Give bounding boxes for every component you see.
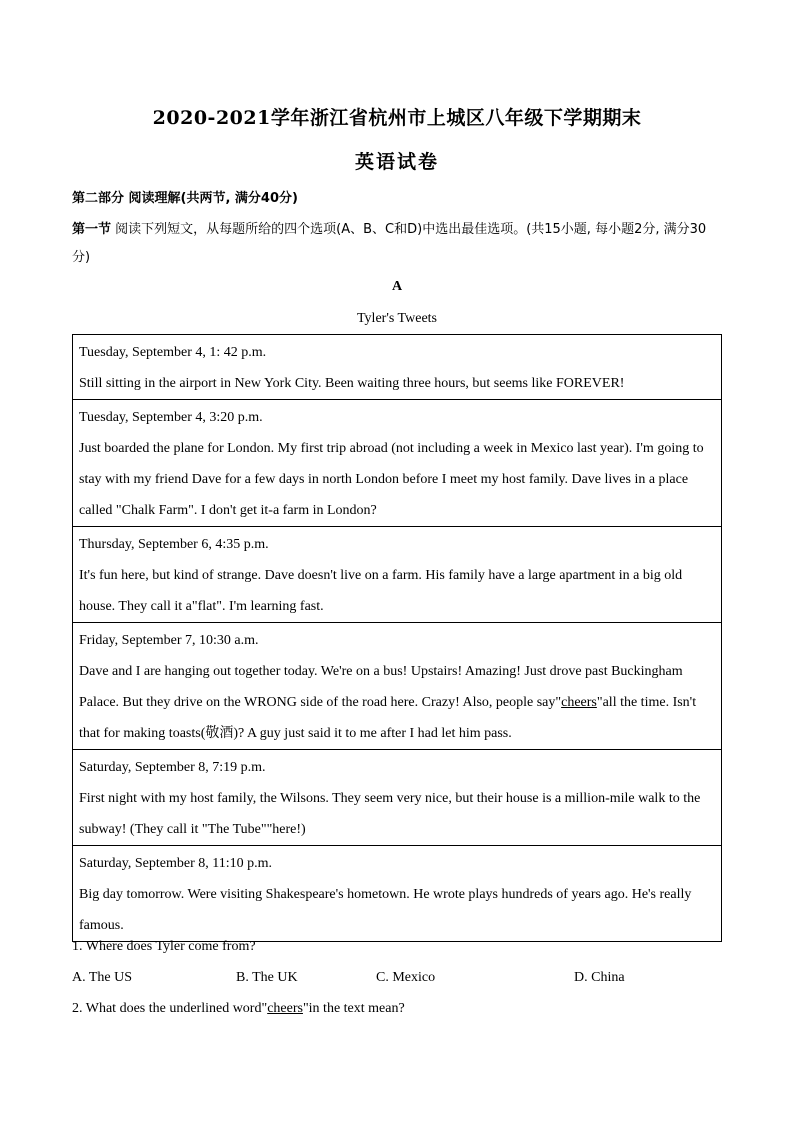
instruction-text: 阅读下列短文，从每题所给的四个选项(A、B、C和D)中选出最佳选项。(共15小题, 每小题2分, 满分30分) — [72, 222, 707, 265]
underlined-word: cheers — [561, 695, 597, 710]
tweet-text-line: Big day tomorrow. Were visiting Shakespeare's hometown. He wrote plays hundreds of years ago. He's really — [79, 887, 692, 902]
tweet-text-segment: Palace. But they drive on the WRONG side of the road here. Crazy! Also, people say" — [79, 695, 562, 710]
tweet-text-line: that for making toasts(敬酒)? A guy just said it to me after I had let him pass. — [79, 726, 512, 741]
section-instruction — [72, 216, 722, 272]
tweet-row — [73, 335, 722, 400]
tweet-text-line: subway! (They call it "The Tube""here!) — [79, 822, 306, 837]
tweet-cell — [73, 846, 722, 942]
tweet-row — [73, 846, 722, 942]
question-1-option-d[interactable]: D. China — [574, 970, 625, 985]
exam-title-line2: 英语试卷 — [354, 151, 439, 173]
tweet-text-line: Still sitting in the airport in New York City. Been waiting three hours, but seems like FOREVER! — [79, 376, 625, 391]
tweet-cell — [73, 335, 722, 400]
passage-title: Tyler's Tweets — [356, 311, 437, 326]
tweet-date: Friday, September 7, 10:30 a.m. — [79, 633, 259, 648]
exam-title-line1: 2020-2021学年浙江省杭州市上城区八年级下学期期末 — [152, 107, 642, 129]
tweet-text-line: First night with my host family, the Wilsons. They seem very nice, but their house is a million-mile walk to the — [79, 791, 701, 806]
question-1-option-c[interactable]: C. Mexico — [376, 970, 436, 985]
section-heading: 第二部分 阅读理解(共两节, 满分40分) — [72, 191, 298, 206]
instruction-label: 第一节 — [72, 222, 112, 237]
tweet-date: Thursday, September 6, 4:35 p.m. — [79, 537, 269, 552]
passage-letter: A — [391, 279, 403, 294]
tweet-text-line: Dave and I are hanging out together today. We're on a bus! Upstairs! Amazing! Just drove past Buckingham — [79, 664, 683, 679]
tweet-row — [73, 750, 722, 846]
tweet-cell — [73, 527, 722, 623]
tweets-table — [72, 334, 722, 942]
question-2-text-after: "in the text mean? — [302, 1001, 405, 1016]
question-1-text: 1. Where does Tyler come from? — [72, 939, 256, 954]
tweet-text-line: famous. — [79, 918, 124, 933]
tweet-date: Saturday, September 8, 7:19 p.m. — [79, 760, 266, 775]
question-2-text — [72, 1001, 405, 1017]
tweet-text-segment: "all the time. Isn't — [596, 695, 697, 710]
tweet-row — [73, 400, 722, 527]
tweet-text-line: stay with my friend Dave for a few days in north London before I meet my host family. Dave lives in a place — [79, 472, 689, 487]
tweet-cell — [73, 400, 722, 527]
question-2-underlined-word: cheers — [267, 1001, 303, 1016]
tweet-text-line: It's fun here, but kind of strange. Dave doesn't live on a farm. His family have a large apartment in a big old — [79, 568, 683, 583]
tweet-date: Tuesday, September 4, 1: 42 p.m. — [79, 345, 267, 360]
tweet-date: Tuesday, September 4, 3:20 p.m. — [79, 410, 263, 425]
tweet-text-line: called "Chalk Farm". I don't get it-a farm in London? — [79, 503, 377, 518]
tweet-text-line-with-underline — [79, 687, 715, 718]
tweet-date: Saturday, September 8, 11:10 p.m. — [79, 856, 272, 871]
tweet-cell — [73, 623, 722, 750]
tweet-cell — [73, 750, 722, 846]
question-2-text-before: 2. What does the underlined word" — [72, 1001, 268, 1016]
tweet-text-line: house. They call it a"flat". I'm learning fast. — [79, 599, 324, 614]
tweet-text-line: Just boarded the plane for London. My first trip abroad (not including a week in Mexico last year). I'm going to — [79, 441, 704, 456]
tweet-row — [73, 623, 722, 750]
question-1-option-b[interactable]: B. The UK — [236, 970, 298, 985]
question-1-option-a[interactable]: A. The US — [72, 970, 133, 985]
tweet-row — [73, 527, 722, 623]
